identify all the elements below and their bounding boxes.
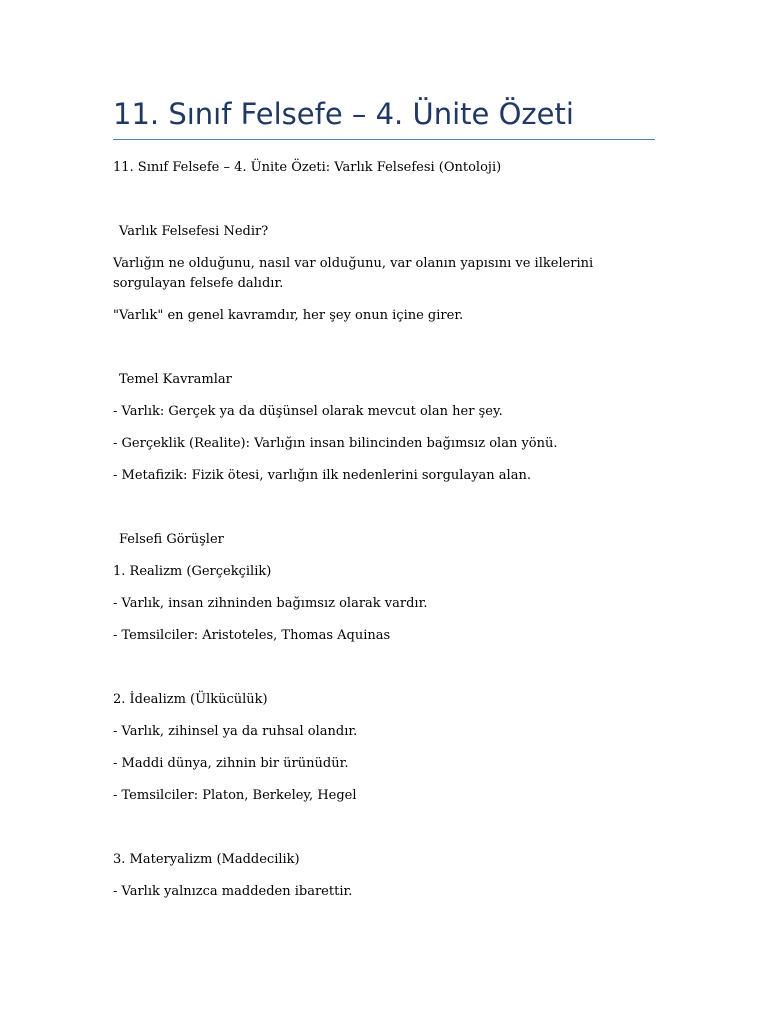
- paragraph-varlik-general: "Varlık" en genel kavramdır, her şey onun içine girer.: [113, 308, 464, 323]
- section-heading-gorusler: Felsefi Görüşler: [119, 532, 224, 547]
- section-heading-varlik: Varlık Felsefesi Nedir?: [119, 224, 269, 239]
- list-item: - Varlık yalnızca maddeden ibarettir.: [113, 884, 353, 899]
- list-item: - Varlık: Gerçek ya da düşünsel olarak mevcut olan her şey.: [113, 404, 503, 419]
- section-heading-kavramlar: Temel Kavramlar: [119, 372, 232, 387]
- document-subtitle: 11. Sınıf Felsefe – 4. Ünite Özeti: Varlık Felsefesi (Ontoloji): [113, 160, 502, 175]
- title-underline: [113, 139, 655, 140]
- list-item: - Metafizik: Fizik ötesi, varlığın ilk nedenlerini sorgulayan alan.: [113, 468, 531, 483]
- subsection-title-realizm: 1. Realizm (Gerçekçilik): [113, 564, 272, 579]
- subsection-title-idealizm: 2. İdealizm (Ülkücülük): [113, 692, 268, 707]
- page-title: 11. Sınıf Felsefe – 4. Ünite Özeti: [113, 97, 574, 131]
- list-item: - Temsilciler: Aristoteles, Thomas Aquinas: [113, 628, 391, 643]
- subsection-title-materyalizm: 3. Materyalizm (Maddecilik): [113, 852, 300, 867]
- list-item: - Temsilciler: Platon, Berkeley, Hegel: [113, 788, 357, 803]
- list-item: - Maddi dünya, zihnin bir ürünüdür.: [113, 756, 349, 771]
- list-item: - Varlık, zihinsel ya da ruhsal olandır.: [113, 724, 358, 739]
- list-item: - Varlık, insan zihninden bağımsız olarak vardır.: [113, 596, 428, 611]
- list-item: - Gerçeklik (Realite): Varlığın insan bilincinden bağımsız olan yönü.: [113, 436, 558, 451]
- paragraph-varlik-definition: Varlığın ne olduğunu, nasıl var olduğunu, var olanın yapısını ve ilkelerini sorgulayan felsefe dalıdır.: [113, 256, 594, 291]
